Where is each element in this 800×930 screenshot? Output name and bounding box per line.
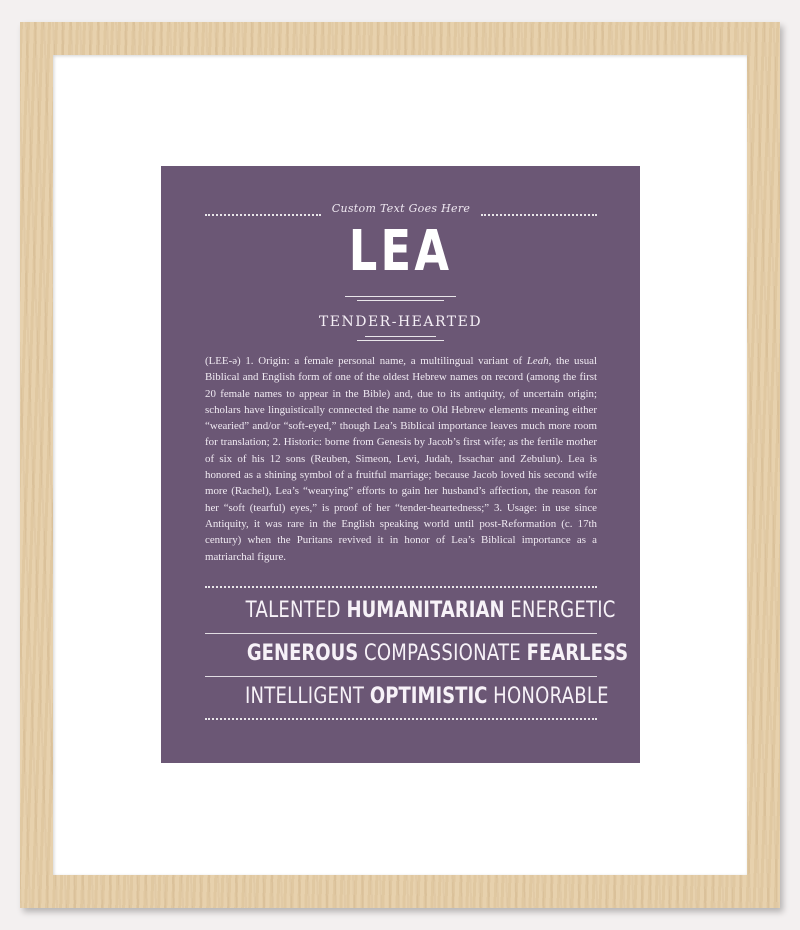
dotted-rule-words-bottom xyxy=(205,718,597,720)
word: COMPASSIONATE xyxy=(364,641,521,666)
word: OPTIMISTIC xyxy=(369,684,488,709)
word: TALENTED xyxy=(245,598,341,623)
definition-italic-name: Leah xyxy=(526,355,549,367)
name-underline-1 xyxy=(345,296,456,297)
word: HONORABLE xyxy=(493,684,609,709)
dotted-rule-left xyxy=(205,214,321,216)
name-title: LEA xyxy=(348,219,453,284)
word-row-separator xyxy=(205,676,597,677)
dotted-rule-words-top xyxy=(205,586,597,588)
meaning-underline-2 xyxy=(357,340,444,341)
word: GENEROUS xyxy=(246,641,359,666)
dotted-rule-right xyxy=(481,214,597,216)
custom-text: Custom Text Goes Here xyxy=(331,202,471,215)
word: FEARLESS xyxy=(526,641,629,666)
white-mat xyxy=(53,55,747,875)
name-meaning: TENDER-HEARTED xyxy=(318,314,483,330)
word-row-3 xyxy=(205,684,609,709)
word-row-1 xyxy=(205,598,616,623)
meaning-underline-1 xyxy=(365,336,436,337)
word: ENERGETIC xyxy=(510,598,616,623)
word: INTELLIGENT xyxy=(244,684,365,709)
name-underline-2 xyxy=(357,300,444,301)
definition-text-1: (LEE-ə) 1. Origin: a female personal name, a multilingual variant of xyxy=(205,355,527,367)
name-print xyxy=(161,166,640,763)
definition-text-2: , the usual Biblical and English form of one of the oldest Hebrew names on record (among the first 20 female names to appear in the Bible) and, due to its antiquity, of uncertain origin; scholars have linguistically connected the name to Old Hebrew elements meaning either “wearied” and/or “soft-eyed,” though Lea’s Biblical importance leaves much more room for translation; 2. Historic: borne from Genesis by Jacob’s first wife; as the fertile mother of six of his 12 sons (Reuben, Simeon, Levi, Judah, Issachar and Zebulun). Lea is honored as a shining symbol of a fruitful marriage; because Jacob loved his second wife more (Rachel), Lea’s “wearying” efforts to gain her husband’s affection, the reason for her “soft (tearful) eyes,” is proof of her “tender-heartedness;” 3. Usage: in use since Antiquity, it was rare in the English speaking world until post-Reformation (c. 17th century) when the Puritans revived it in honor of Lea’s Biblical importance as a matriarchal figure. xyxy=(205,355,597,563)
wooden-frame xyxy=(20,22,780,908)
word-row-separator xyxy=(205,633,597,634)
word-row-2 xyxy=(205,641,629,666)
word: HUMANITARIAN xyxy=(346,598,505,623)
name-definition xyxy=(205,353,597,565)
